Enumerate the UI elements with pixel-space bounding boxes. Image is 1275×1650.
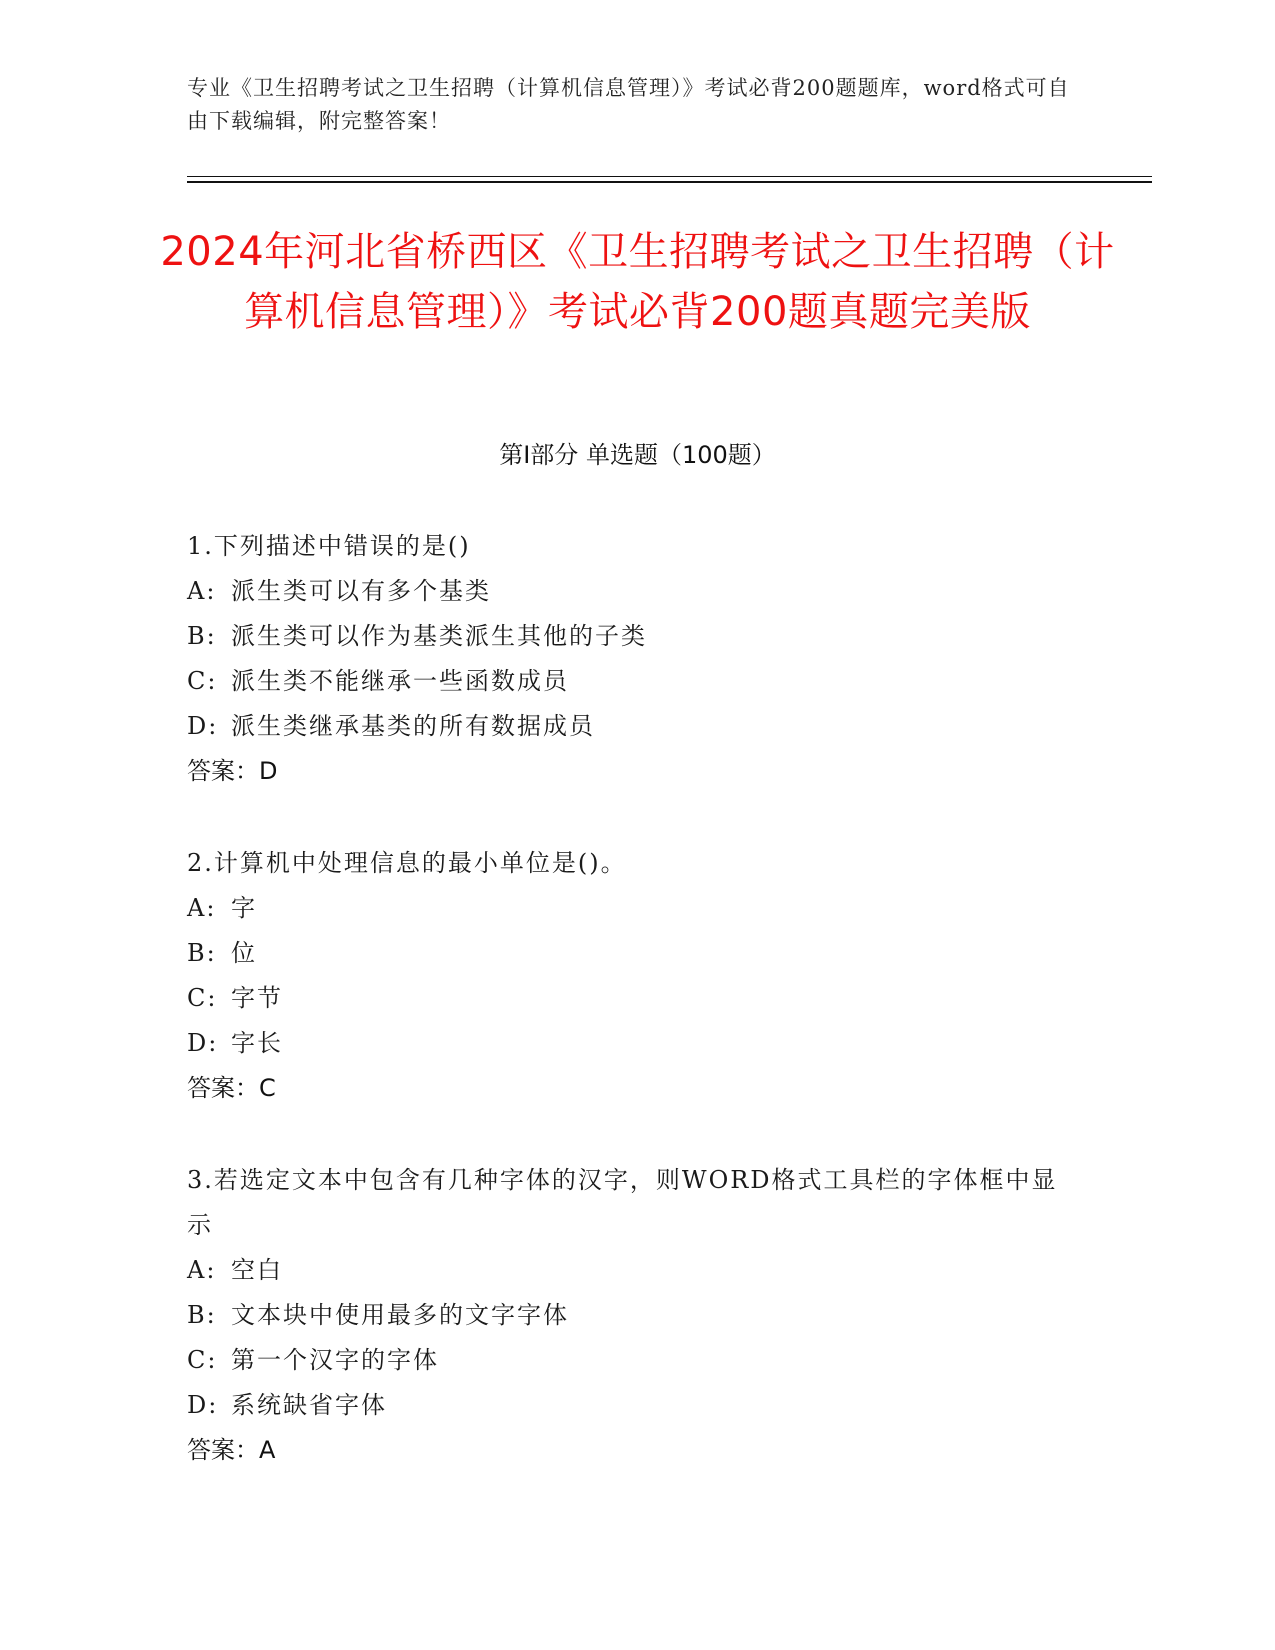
option-text: 派生类不能继承一些函数成员	[231, 667, 569, 695]
option-text: 第一个汉字的字体	[231, 1346, 439, 1374]
question-item	[187, 524, 1077, 794]
question-stem: 1.下列描述中错误的是()	[187, 532, 471, 560]
option-text: 派生类可以作为基类派生其他的子类	[231, 622, 647, 650]
answer-line: 答案：D	[187, 757, 278, 785]
option-letter: C:	[187, 667, 218, 695]
option-letter: D:	[187, 1029, 219, 1057]
option-text: 字节	[231, 984, 283, 1012]
answer-line: 答案：C	[187, 1074, 276, 1102]
option-a	[187, 569, 1077, 614]
question-item	[187, 841, 1077, 1111]
option-text: 位	[231, 939, 257, 967]
question-stem: 2.计算机中处理信息的最小单位是()。	[187, 849, 627, 877]
option-a	[187, 1248, 1077, 1293]
question-stem: 3.若选定文本中包含有几种字体的汉字，则WORD格式工具栏的字体框中显示	[187, 1166, 1058, 1239]
header-divider-thick	[187, 181, 1152, 183]
option-letter: B:	[187, 939, 217, 967]
option-text: 派生类继承基类的所有数据成员	[231, 712, 595, 740]
option-letter: A:	[187, 894, 217, 922]
document-title: 2024年河北省桥西区《卫生招聘考试之卫生招聘（计算机信息管理）》考试必背200题真题完美版	[160, 229, 1115, 335]
question-item	[187, 1158, 1077, 1473]
option-letter: C:	[187, 984, 218, 1012]
answer-line: 答案：A	[187, 1436, 276, 1464]
option-letter: C:	[187, 1346, 218, 1374]
header-divider-thin	[187, 176, 1152, 177]
option-d	[187, 704, 1077, 749]
option-letter: A:	[187, 1256, 217, 1284]
question-list	[187, 524, 1077, 1520]
header-note: 专业《卫生招聘考试之卫生招聘（计算机信息管理）》考试必背200题题库，word格式可自由下载编辑，附完整答案！	[187, 76, 1070, 133]
option-letter: A:	[187, 577, 217, 605]
option-d	[187, 1383, 1077, 1428]
option-c	[187, 1338, 1077, 1383]
option-a	[187, 886, 1077, 931]
option-text: 派生类可以有多个基类	[231, 577, 491, 605]
option-text: 字	[231, 894, 257, 922]
option-text: 文本块中使用最多的文字字体	[231, 1301, 569, 1329]
option-b	[187, 931, 1077, 976]
option-letter: B:	[187, 622, 217, 650]
option-c	[187, 976, 1077, 1021]
option-d	[187, 1021, 1077, 1066]
option-text: 字长	[231, 1029, 283, 1057]
option-letter: B:	[187, 1301, 217, 1329]
section-title: 第Ⅰ部分 单选题（100题）	[499, 441, 776, 469]
option-b	[187, 614, 1077, 659]
option-letter: D:	[187, 1391, 219, 1419]
option-text: 空白	[231, 1256, 283, 1284]
option-b	[187, 1293, 1077, 1338]
option-c	[187, 659, 1077, 704]
option-text: 系统缺省字体	[231, 1391, 387, 1419]
option-letter: D:	[187, 712, 219, 740]
